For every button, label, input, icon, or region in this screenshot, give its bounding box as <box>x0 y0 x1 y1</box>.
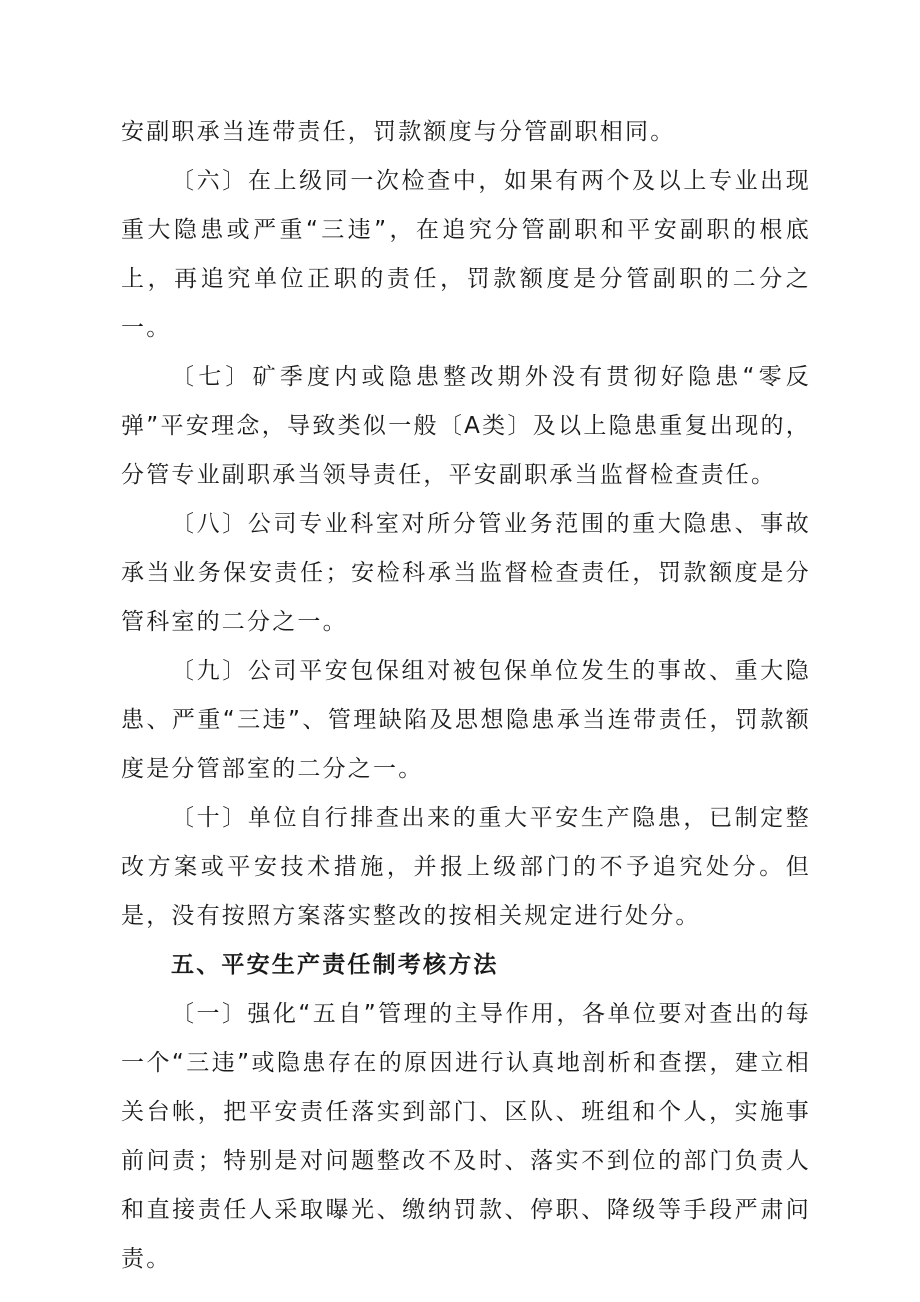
paragraph-item-6: 〔六〕在上级同一次检查中，如果有两个及以上专业出现重大隐患或严重“三违”，在追究分管副职和平安副职的根底上，再追究单位正职的责任，罚款额度是分管副职的二分之一。 <box>121 168 811 341</box>
paragraph-section5-item-1: 〔一〕强化“五自”管理的主导作用，各单位要对查出的每一个“三违”或隐患存在的原因进行认真地剖析和查摆，建立相关台帐，把平安责任落实到部门、区队、班组和个人，实施事前问责；特别是对问题整改不及时、落实不到位的部门负责人和直接责任人采取曝光、缴纳罚款、停职、降级等手段严肃问责。 <box>121 1001 811 1272</box>
paragraph-item-10: 〔十〕单位自行排查出来的重大平安生产隐患，已制定整改方案或平安技术措施，并报上级部门的不予追究处分。但是，没有按照方案落实整改的按相关规定进行处分。 <box>121 805 811 929</box>
paragraph-item-8: 〔八〕公司专业科室对所分管业务范围的重大隐患、事故承当业务保安责任；安检科承当监督检查责任，罚款额度是分管科室的二分之一。 <box>121 511 811 635</box>
section-heading-5: 五、平安生产责任制考核方法 <box>171 952 499 978</box>
paragraph-item-7: 〔七〕矿季度内或隐患整改期外没有贯彻好隐患“零反弹”平安理念，导致类似一般〔A类〕及以上隐患重复出现的，分管专业副职承当领导责任，平安副职承当监督检查责任。 <box>121 364 811 488</box>
paragraph-item-9: 〔九〕公司平安包保组对被包保单位发生的事故、重大隐患、严重“三违”、管理缺陷及思想隐患承当连带责任，罚款额度是分管部室的二分之一。 <box>121 658 811 782</box>
document-body <box>121 108 811 1284</box>
paragraph-continuation: 安副职承当连带责任，罚款额度与分管副职相同。 <box>121 119 676 145</box>
